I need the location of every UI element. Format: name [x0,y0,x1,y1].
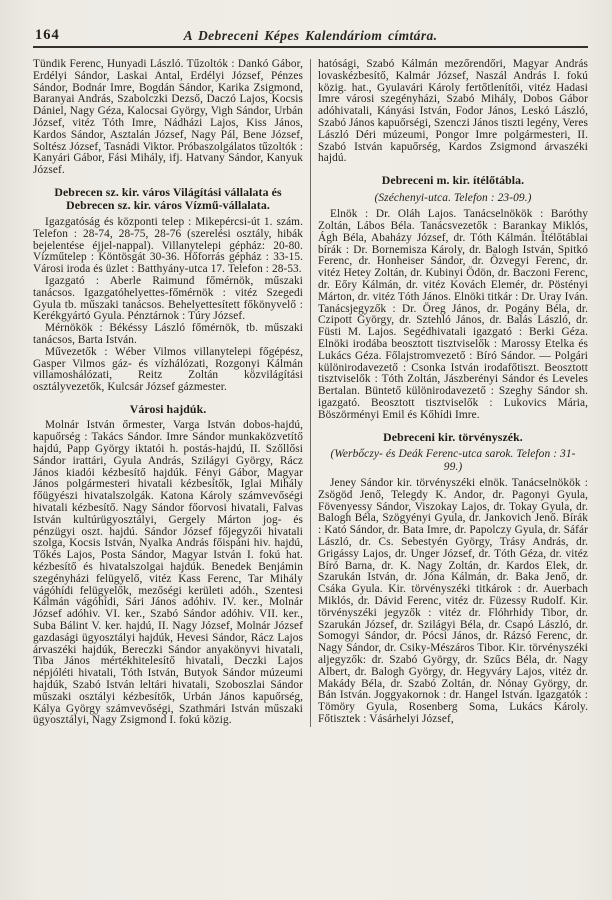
city-heyduks-heading: Városi hajdúk. [129,401,207,416]
right-column [318,59,588,727]
column-divider-rule [310,59,311,727]
page-number: 164 [35,27,60,43]
running-title: A Debreceni Képes Kalendáriom címtára. [183,28,438,43]
royal-appeal-court-paragraph: Elnök : Dr. Oláh Lajos. Tanácselnökök : Baróthy Zoltán, Lábos Béla. Tanácsvezetők : Barankay Miklós, Ágh Béla, Abaházy József, dr. Tóth Kálmán. Ítélőtáblai bírák : Dr. Bornemisza Károly, dr. Balogh István, Spitkó Ferenc, dr. Honheiser Sándor, dr. Özvegyi Ferenc, dr. vitéz Hetey Zoltán, dr. Kubinyi Ödön, dr. Baczoni Ferenc, dr. Eőry Kálmán, dr. vitéz Kovách Elemér, dr. Pöstényi Márton, dr. vitéz Tóth János. Elnöki titkár : Dr. Uray Iván. Tanácsjegyzők : Dr. Öreg János, dr. Pogány Béla, dr. Czipott György, dr. Sztehló János, dr. Balás László, dr. Füsti M. Lajos. Segédhivatali igazgató : Berki Géza. Elnöki irodába beosztott tisztviselők : Marossy Etelka és Lukács Géza. Főlajstromvezető : Bíró Sándor. — Polgári különirodavezető : Csonka István irodafőtiszt. Beosztott tisztviselők : Tóth Zoltán, Jászberényi Sándor és Leveles Bertalan. Büntető különirodavezető : Szeghy Sándor sh. igazgató. Beosztott tisztviselők : Lukovics Mária, Böszörményi Emil és Kőhídi Imre. [318,208,588,421]
director-paragraph: Igazgató : Aberle Raimund főmérnök, műszaki tanácsos. Igazgatóhelyettes-főmérnök : vitéz Szegedi Gyula tb. műszaki tanácsos. Behelyettesített főkönyvelő : Kerékgyártó Gyula. Pénztárnok : Túry József. [33,274,303,323]
running-head [33,24,588,48]
firefighters-paragraph: Tündik Ferenc, Hunyadi László. Tűzoltók : Dankó Gábor, Erdélyi Sándor, Laskai Antal, Erdélyi József, Pénzes Sándor, Bodnár Imre, Bogdán Sándor, Karika Zsigmond, Baranyai András, Szabolczki Dezső, Daczó Lajos, Kocsis Dániel, Nagy Géza, Kalocsai György, Vigh Sándor, Urbán József, vitéz Tóth Imre, Nádházi Lajos, Kiss János, Kardos Sándor, Asztalán József, Nagy Pál, Bene József, Soltész József, Tasnádi Viktor. Próbaszolgálatos tűzoltók : Kanyári Gábor, Fási Mihály, ifj. Hatvany Sándor, Kanyuk József. [33,58,303,177]
royal-tribunal-address: (Werbőczy- és Deák Ferenc-utca sarok. Telefon : 31-99.) [330,448,576,473]
heyduks-continued-paragraph: hatósági, Szabó Kálmán mezőrendőri, Magyar András lovaskézbesítő, Kalmár József, Naszál András I. fokú közig. hat., Gyulavári Károly fertőtlenítői, vitéz Hadasi Imre városi szegényházi, Szabó Mihály, Dobos Gábor adóhivatali, Kányási István, Fodor János, Leskó László, Szabó János kapuőrségi, Szenczi János tiszti legény, Veres László Déri múzeumi, Pongor Imre polgármesteri, II. Szabó István kapuőrség, Kardos Zsigmond árvaszéki hajdú. [318,58,588,165]
royal-tribunal-paragraph: Jeney Sándor kir. törvényszéki elnök. Tanácselnökök : Zsögöd Jenő, Telegdy K. Andor, dr. Pagonyi Gyula, Fövenyessy Sándor, Viszokay Lajos, dr. Tokay Gyula, dr. Balogh Béla, Szögyényi Gyula, dr. Jankovich Jenő. Bírák : Kató Sándor, dr. Bata Imre, dr. Papolczy Gyula, dr. Sáfár László, dr. Cs. Sebestyén György, Trásy András, dr. Grigássy Lajos, dr. Unger József, dr. Tóth Géza, dr. vitéz Bíró Barna, dr. K. Nagy Zoltán, dr. Kardos Elek, dr. Szarukán István, dr. Jóna Kálmán, dr. Baka Jenő, dr. Csáka Gyula. Kir. törvényszéki titkárok : dr. Auerbach Miklós, dr. Dávid Ferenc, vitéz dr. Füzessy Rudolf. Kir. törvényszéki jegyzők : vitéz dr. Flóhrhidy Tibor, dr. Szarukán József, dr. Szilágyi Béla, dr. Csapó László, dr. Somogyi Sándor, dr. Pócsi János, dr. Rázsó Ferenc, dr. Nagy Sándor, dr. Csiky-Mészáros Tibor. Kir. törvényszéki aljegyzők: dr. Szabó György, dr. Szűcs Béla, dr. Nagy Albert, dr. Balogh György, dr. Hegyváry Lajos, vitéz dr. Makády Béla, dr. Szabó Zoltán, dr. Nónay György, dr. Bán István. Joggyakornok : dr. Hangel István. Igazgatók : Tömöry Gyula, Rosenberg Soma, Lukács Károly. Főtisztek : Vásárhelyi József, [318,477,588,725]
foremen-paragraph: Művezetők : Wéber Vilmos villanytelepi főgépész, Gasper Vilmos gáz- és vízhálózati, Rozgonyi Kálmán villamoshálózati, Reitz Zoltán közvilágítási osztályvezetők, Kulcsár József gázmester. [33,345,303,394]
two-column-body [33,59,588,727]
directorate-address-paragraph: Igazgatóság és központi telep : Mikepércsi-út 1. szám. Telefon : 28-74, 28-75, 28-76 (szerelési osztály, hibák bejelentése éjjel-nappal). Villanytelepi gépház: 20-80. Vízműtelep : Köntösgát 30-36. Hőforrás gépház : 33-15. Városi iroda és üzlet : Batthyány-utca 17. Telefon : 28-53. [33,215,303,276]
lighting-waterworks-heading: Debrecen sz. kir. város Világítási vállalata és Debrecen sz. kir. város Vízmű-vállalata. [54,184,282,213]
royal-appeal-court-address: (Széchenyi-utca. Telefon : 23-09.) [374,191,532,204]
column-gap [303,59,318,727]
royal-tribunal-heading: Debreceni kir. törvényszék. [383,429,523,444]
royal-appeal-court-heading: Debreceni m. kir. ítélőtábla. [381,173,525,188]
engineers-paragraph: Mérnökök : Békéssy László főmérnök, tb. műszaki tanácsos, Barta István. [33,322,303,346]
city-heyduks-paragraph: Molnár István őrmester, Varga István dobos-hajdú, kapuőrség : Takács Sándor. Imre Sándor munkaközvetítő hajdú, Papp György iktatói h. postás-hajdú, II. Szőllősi Sándor irattári, Gyula András, Szilágyi György, Rácz János kiadói kézbesítő hajdúk. Fényi Gábor, Magyar János polgármesteri hivatali kézbesítők, Iglai Mihály főügyészi hivatalszolgák. Katona Károly számvevőségi hivatali kézbesítő. Nagy Sándor főorvosi hivatali, Falvas István kultúrügyosztályi, Gergely Márton jog- és pénzügyi oszt. hajdú. Sándor József főjegyzői hivatali szolga, Kocsis István, Nyalka András főispáni hiv. hajdú, Tőkés Lajos, Posta Sándor, Magyar István I. fokú hat. kézbesítő és hivatalszolgai hajdúk. Benedek Benjámin szegényházi felügyelő, vitéz Kass Ferenc, Tar Mihály vágóhídi felügyelők, mezőségi kerületi adóh., Szentesi Kálmán vágóhídi, Sári János adóhiv. IV. ker., Molnár József adóhiv. VI. ker., Szabó Sándor adóhiv. VII. ker., Suba Bálint V. ker. hajdú, II. Nagy József, Molnár József gazdasági ügyosztályi hajdúk, Hevesi Sándor, Rácz Lajos árvaszéki hajdúk, Bereczki Sándor anyakönyvi hivatali, Tiba János mértékhitelesítő hivatali, Deczki Lajos népjóléti hivatali, Tóth István, Butyok Sándor múzeumi hajdúk, Szabó István leltári hivatali, Szoboszlai Sándor műszaki osztályi kézbesítők, Urbán János kapuőrség, Kálya György számvevőségi, Szathmári István műszaki ügyosztályi, Nagy Zsigmond I. fokú közig. [33,419,303,727]
left-column [33,59,303,727]
